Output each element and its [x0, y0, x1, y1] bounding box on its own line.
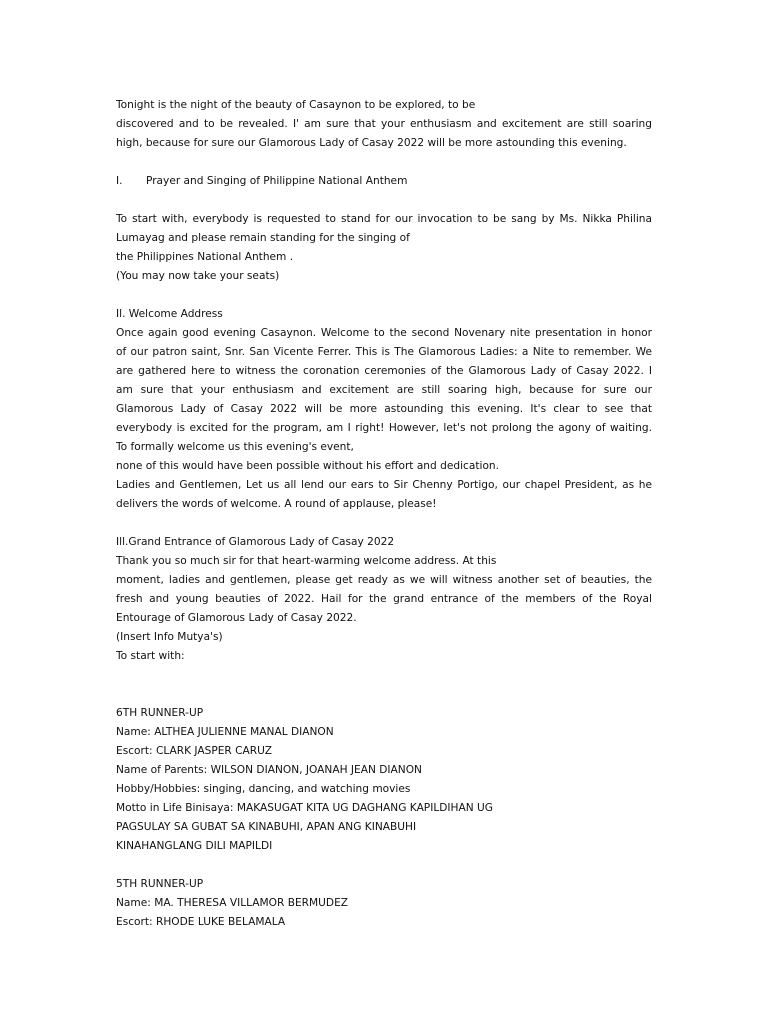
spacer: [116, 514, 652, 533]
spacer: [116, 666, 652, 704]
section-2-title: Il. Welcome Address: [116, 308, 223, 320]
section-1-line-3: the Philippines National Anthem .: [116, 251, 294, 263]
spacer: [116, 191, 652, 210]
runner-6-escort: Escort: CLARK JASPER CARUZ: [116, 745, 272, 757]
runner-6-motto-1: Motto in Life Binisaya: MAKASUGAT KITA UG DAGHANG KAPILDIHAN UG: [116, 802, 493, 814]
section-2-line-3: are gathered here to witness the coronation ceremonies of the Glamorous Lady of Casay 2022. I: [116, 365, 652, 377]
section-3-line-6: To start with:: [116, 650, 185, 662]
intro-line-3: high, because for sure our Glamorous Lady of Casay 2022 will be more astounding this evening.: [116, 137, 627, 149]
runner-6-parents: Name of Parents: WILSON DIANON, JOANAH JEAN DIANON: [116, 764, 422, 776]
section-3-line-3: fresh and young beauties of 2022. Hail for the grand entrance of the members of the Royal: [116, 593, 652, 605]
runner-6-motto-3: KINAHANGLANG DILI MAPILDI: [116, 840, 273, 852]
section-2-line-9: Ladies and Gentlemen, Let us all lend our ears to Sir Chenny Portigo, our chapel President, as he: [116, 479, 652, 491]
section-2-line-5: Glamorous Lady of Casay 2022 will be more astounding this evening. It's clear to see that: [116, 403, 652, 415]
section-1-line-1: To start with, everybody is requested to stand for our invocation to be sang by Ms. Nikka Philina: [116, 213, 652, 225]
section-1-title: Prayer and Singing of Philippine National Anthem: [146, 175, 408, 187]
section-3-line-5: (Insert Info Mutya's): [116, 631, 223, 643]
section-2-line-6: everybody is excited for the program, am I right! However, let's not prolong the agony of waiting.: [116, 422, 652, 434]
section-1-number: I.: [116, 175, 123, 187]
runner-6-motto-2: PAGSULAY SA GUBAT SA KINABUHI, APAN ANG KINABUHI: [116, 821, 417, 833]
document-page: [116, 96, 652, 932]
section-2-line-1: Once again good evening Casaynon. Welcome to the second Novenary nite presentation in honor: [116, 327, 652, 339]
spacer: [116, 153, 652, 172]
section-1-line-2: Lumayag and please remain standing for the singing of: [116, 232, 410, 244]
runner-6-name: Name: ALTHEA JULIENNE MANAL DIANON: [116, 726, 334, 738]
runner-6-hobby: Hobby/Hobbies: singing, dancing, and watching movies: [116, 783, 411, 795]
section-3-line-1: Thank you so much sir for that heart-warming welcome address. At this: [116, 555, 497, 567]
section-2-line-10: delivers the words of welcome. A round of applause, please!: [116, 498, 437, 510]
spacer: [116, 856, 652, 875]
section-2-line-8: none of this would have been possible without his effort and dedication.: [116, 460, 500, 472]
spacer: [116, 286, 652, 305]
section-2-line-7: To formally welcome us this evening's event,: [116, 441, 354, 453]
section-2-line-2: of our patron saint, Snr. San Vicente Ferrer. This is The Glamorous Ladies: a Nite to remember. We: [116, 346, 652, 358]
section-2-line-4: am sure that your enthusiasm and excitement are still soaring high, because for sure our: [116, 384, 652, 396]
section-3-title: Ill.Grand Entrance of Glamorous Lady of Casay 2022: [116, 536, 395, 548]
section-3-line-2: moment, ladies and gentlemen, please get ready as we will witness another set of beauties, the: [116, 574, 652, 586]
intro-line-1: Tonight is the night of the beauty of Casaynon to be explored, to be: [116, 99, 476, 111]
intro-line-2: discovered and to be revealed. I' am sure that your enthusiasm and excitement are still soaring: [116, 118, 652, 130]
section-1-heading: [116, 172, 652, 191]
runner-6-heading: 6TH RUNNER-UP: [116, 707, 204, 719]
runner-5-name: Name: MA. THERESA VILLAMOR BERMUDEZ: [116, 897, 349, 909]
runner-5-escort: Escort: RHODE LUKE BELAMALA: [116, 916, 286, 928]
runner-5-heading: 5TH RUNNER-UP: [116, 878, 204, 890]
section-1-line-4: (You may now take your seats): [116, 270, 280, 282]
section-3-line-4: Entourage of Glamorous Lady of Casay 2022.: [116, 612, 357, 624]
